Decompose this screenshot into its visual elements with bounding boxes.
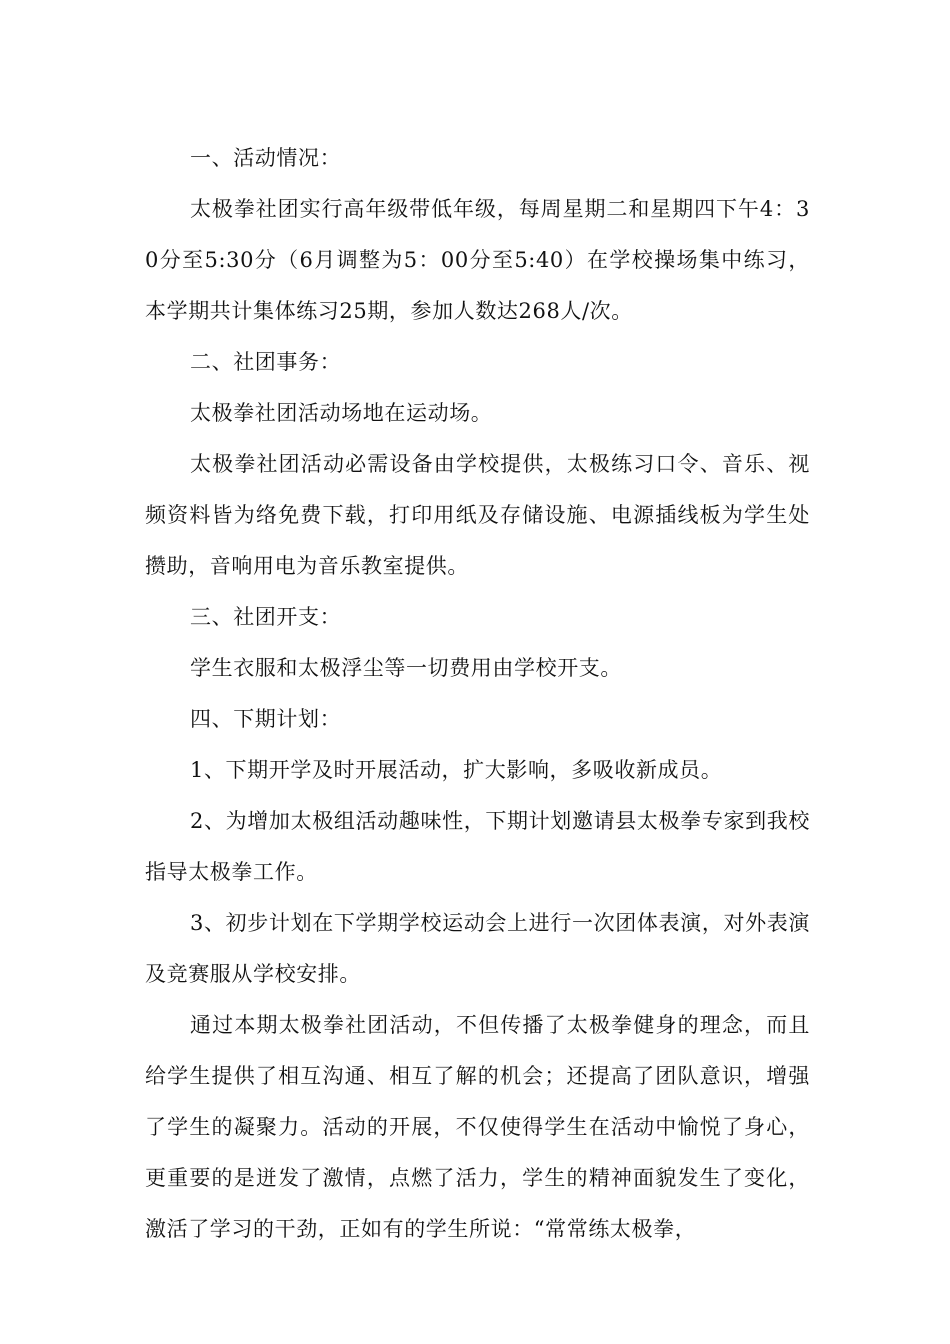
plan-item-1: 1、下期开学及时开展活动，扩大影响，多吸收新成员。: [190, 758, 723, 782]
section-heading-activity: 一、活动情况：: [190, 146, 342, 170]
paragraph-activity-details: 太极拳社团实行高年级带低年级，每周星期二和星期四下午4：30分至5:30分（6月调整为5：00分至5:40）在学校操场集中练习，本学期共计集体练习25期，参加人数达268人/次。: [145, 197, 810, 323]
section-heading-plan: 四、下期计划：: [190, 707, 342, 731]
plan-item-2: 2、为增加太极组活动趣味性，下期计划邀请县太极拳专家到我校指导太极拳工作。: [145, 809, 810, 884]
paragraph-summary: 通过本期太极拳社团活动，不但传播了太极拳健身的理念，而且给学生提供了相互沟通、相互了解的机会；还提高了团队意识，增强了学生的凝聚力。活动的开展，不仅使得学生在活动中愉悦了身心，更重要的是迸发了激情，点燃了活力，学生的精神面貌发生了变化，激活了学习的干劲，正如有的学生所说：“常常练太极拳，: [145, 1013, 810, 1241]
plan-item-3: 3、初步计划在下学期学校运动会上进行一次团体表演，对外表演及竞赛服从学校安排。: [145, 911, 810, 986]
paragraph-expenses: 学生衣服和太极浮尘等一切费用由学校开支。: [190, 656, 622, 680]
paragraph-venue: 太极拳社团活动场地在运动场。: [190, 401, 493, 425]
paragraph-equipment: 太极拳社团活动必需设备由学校提供，太极练习口令、音乐、视频资料皆为络免费下载，打印用纸及存储设施、电源插线板为学生处攒助，音响用电为音乐教室提供。: [145, 452, 810, 578]
document-body: [145, 133, 810, 1255]
section-heading-expenses: 三、社团开支：: [190, 605, 342, 629]
section-heading-affairs: 二、社团事务：: [190, 350, 342, 374]
